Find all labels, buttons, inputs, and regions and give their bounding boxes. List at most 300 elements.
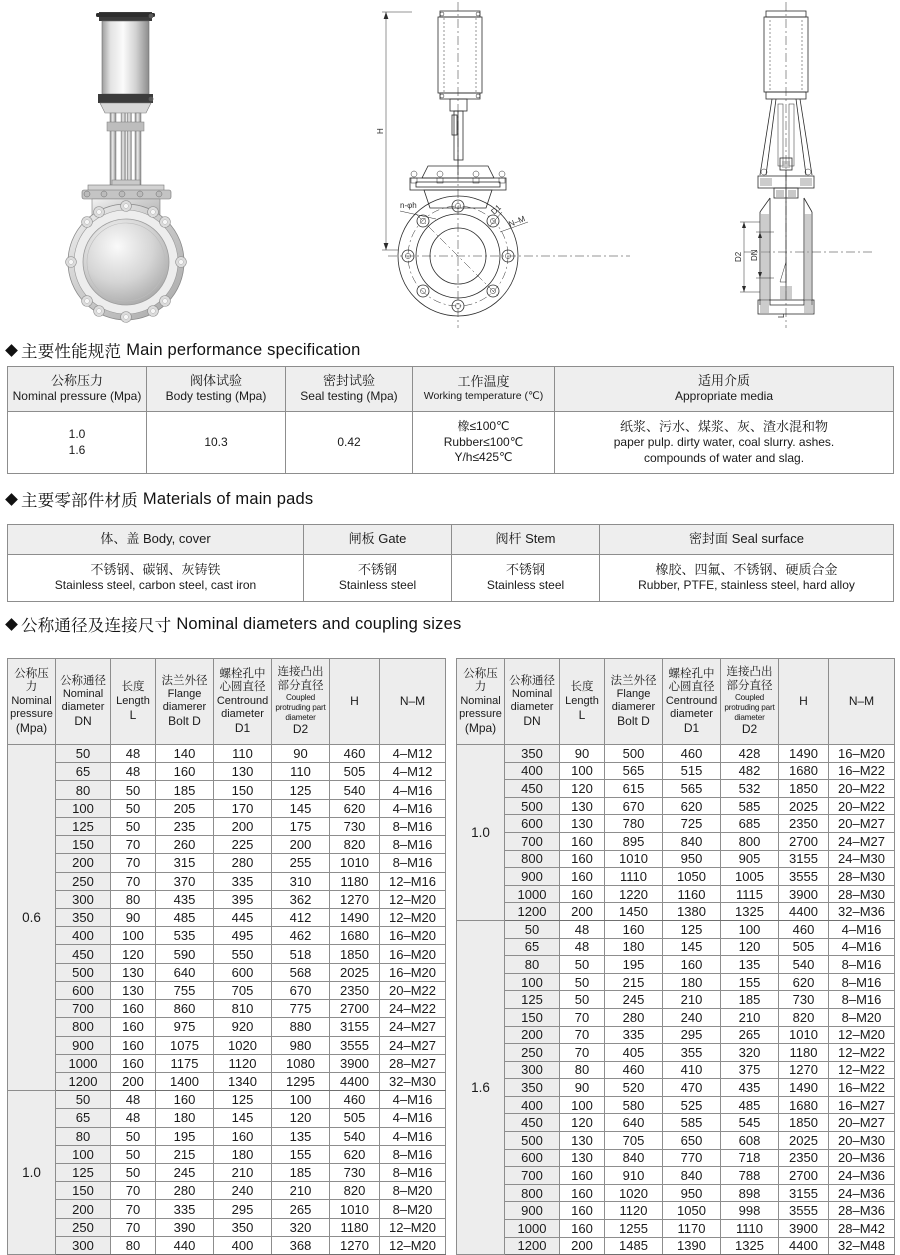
cell-d1: 350 xyxy=(214,1218,272,1236)
cell-dn: 800 xyxy=(56,1018,111,1036)
cell-d: 580 xyxy=(605,1096,663,1114)
cell-length: 70 xyxy=(111,1182,156,1200)
table-row xyxy=(8,1200,446,1218)
cell-d2: 90 xyxy=(272,745,330,763)
cell-d: 780 xyxy=(605,815,663,833)
cell-d2: 200 xyxy=(272,836,330,854)
cell-length: 200 xyxy=(111,1072,156,1090)
cell-h: 1180 xyxy=(330,1218,380,1236)
cell-d2: 1295 xyxy=(272,1072,330,1090)
cell-dn: 50 xyxy=(505,920,560,938)
cell-nm: 8–M16 xyxy=(380,854,446,872)
cell-d1: 125 xyxy=(214,1091,272,1109)
table-header-row xyxy=(8,525,894,555)
cell-dn: 65 xyxy=(56,763,111,781)
cell-d1: 950 xyxy=(663,1184,721,1202)
cell-d1: 280 xyxy=(214,854,272,872)
cell-length: 130 xyxy=(111,963,156,981)
cell-d2: 310 xyxy=(272,872,330,890)
cell-nm: 12–M20 xyxy=(829,1026,895,1044)
dim-col-label-cn: 法兰外径 xyxy=(161,674,208,687)
cell-nm: 4–M16 xyxy=(829,938,895,956)
cell-d: 975 xyxy=(156,1018,214,1036)
cell-d: 705 xyxy=(605,1132,663,1150)
cell-h: 3155 xyxy=(330,1018,380,1036)
cell-d2: 265 xyxy=(721,1026,779,1044)
cell-d1: 920 xyxy=(214,1018,272,1036)
cell-length: 160 xyxy=(560,1202,605,1220)
cell-dn: 125 xyxy=(505,991,560,1009)
dim-col-label-cn: 连接凸出部分直径 xyxy=(277,666,324,692)
cell-nm: 24–M36 xyxy=(829,1167,895,1185)
cell-d: 180 xyxy=(605,938,663,956)
cell-nm: 4–M16 xyxy=(380,1127,446,1145)
dim-col-label-cn: 长度 xyxy=(570,681,594,694)
cell-d2: 775 xyxy=(272,1000,330,1018)
cell-h: 620 xyxy=(330,1145,380,1163)
cell-h: 1490 xyxy=(779,745,829,763)
dim-col-label-cn: 连接凸出部分直径 xyxy=(726,666,773,692)
cell-d: 1485 xyxy=(605,1237,663,1255)
cell-h: 2025 xyxy=(779,1132,829,1150)
materials-table xyxy=(7,524,894,602)
dim-col-symbol: H xyxy=(350,694,359,709)
cell-d2: 568 xyxy=(272,963,330,981)
cell-h: 1010 xyxy=(330,1200,380,1218)
cell-length: 48 xyxy=(560,920,605,938)
dim-col-pressure xyxy=(8,659,56,745)
cell-d1: 240 xyxy=(214,1182,272,1200)
cell-d2: 100 xyxy=(272,1091,330,1109)
cell-d: 640 xyxy=(156,963,214,981)
cell-gate-material: 不锈钢 Stainless steel xyxy=(304,554,452,601)
cell-h: 1180 xyxy=(330,872,380,890)
cell-nm: 28–M42 xyxy=(829,1220,895,1238)
cell-d: 1450 xyxy=(605,903,663,921)
table-row xyxy=(8,1000,446,1018)
cell-d1: 1340 xyxy=(214,1072,272,1090)
cell-d2: 718 xyxy=(721,1149,779,1167)
cell-dn: 450 xyxy=(56,945,111,963)
diamond-bullet-icon xyxy=(5,618,18,631)
cell-h: 2700 xyxy=(779,832,829,850)
cell-d1: 770 xyxy=(663,1149,721,1167)
dim-col-label-en: Length xyxy=(565,694,599,707)
cell-dn: 500 xyxy=(505,797,560,815)
table-row xyxy=(8,411,894,473)
table-row xyxy=(8,781,446,799)
table-row xyxy=(8,817,446,835)
cell-d: 280 xyxy=(605,1008,663,1026)
dim-col-d xyxy=(605,659,663,745)
cell-d: 485 xyxy=(156,908,214,926)
cell-h: 2350 xyxy=(779,815,829,833)
cell-length: 70 xyxy=(111,1200,156,1218)
cell-length: 160 xyxy=(560,885,605,903)
cell-d: 160 xyxy=(156,763,214,781)
dim-col-symbol: Bolt D xyxy=(617,714,650,729)
dim-col-d1 xyxy=(663,659,721,745)
cell-stem-material: 不锈钢 Stainless steel xyxy=(452,554,600,601)
cell-d2: 362 xyxy=(272,890,330,908)
cell-nm: 24–M27 xyxy=(380,1018,446,1036)
dim-col-label-en: Coupled protruding part diameter xyxy=(275,693,326,722)
cell-h: 820 xyxy=(779,1008,829,1026)
cell-length: 50 xyxy=(111,1164,156,1182)
table-row xyxy=(457,1114,895,1132)
col-gate: 闸板 Gate xyxy=(304,525,452,555)
cell-h: 1270 xyxy=(330,1236,380,1254)
cell-dn: 80 xyxy=(505,956,560,974)
table-row xyxy=(457,1079,895,1097)
cell-dn: 900 xyxy=(505,1202,560,1220)
cell-h: 505 xyxy=(330,763,380,781)
table-row xyxy=(8,1036,446,1054)
cell-d: 370 xyxy=(156,872,214,890)
cell-dn: 200 xyxy=(56,1200,111,1218)
dim-col-d2 xyxy=(721,659,779,745)
cell-length: 160 xyxy=(560,832,605,850)
cell-d2: 1325 xyxy=(721,903,779,921)
cell-length: 130 xyxy=(111,981,156,999)
cell-dn: 1000 xyxy=(505,1220,560,1238)
cell-seal-surface-material: 橡胶、四氟、不锈钢、硬质合金 Rubber, PTFE, stainless steel, hard alloy xyxy=(600,554,894,601)
cell-d1: 725 xyxy=(663,815,721,833)
cell-dn: 400 xyxy=(56,927,111,945)
cell-nm: 28–M27 xyxy=(380,1054,446,1072)
cell-nm: 12–M20 xyxy=(380,1236,446,1254)
cell-nm: 4–M12 xyxy=(380,763,446,781)
cell-d2: 585 xyxy=(721,797,779,815)
table-row xyxy=(8,1218,446,1236)
cell-h: 2700 xyxy=(779,1167,829,1185)
cell-dn: 50 xyxy=(56,1091,111,1109)
cell-d1: 210 xyxy=(663,991,721,1009)
cell-pressure-group: 1.0 xyxy=(457,745,505,921)
cell-nm: 24–M27 xyxy=(829,832,895,850)
cell-nm: 20–M27 xyxy=(829,815,895,833)
cell-nm: 20–M30 xyxy=(829,1132,895,1150)
table-row xyxy=(457,1008,895,1026)
cell-nm: 4–M16 xyxy=(380,781,446,799)
cell-pressure-group: 1.6 xyxy=(457,920,505,1254)
cell-length: 90 xyxy=(560,745,605,763)
materials-heading-cn: 主要零部件材质 xyxy=(21,492,138,510)
cell-d2: 485 xyxy=(721,1096,779,1114)
cell-dn: 65 xyxy=(56,1109,111,1127)
cell-d2: 1110 xyxy=(721,1220,779,1238)
cell-dn: 200 xyxy=(505,1026,560,1044)
cell-length: 100 xyxy=(560,762,605,780)
cell-dn: 65 xyxy=(505,938,560,956)
cell-length: 160 xyxy=(560,1220,605,1238)
cell-h: 1180 xyxy=(779,1044,829,1062)
cell-h: 730 xyxy=(330,1164,380,1182)
cell-d: 260 xyxy=(156,836,214,854)
section-view-drawing xyxy=(700,0,900,330)
dim-col-label-en: Centround diameter xyxy=(665,695,718,720)
cell-h: 1490 xyxy=(779,1079,829,1097)
cell-nm: 8–M16 xyxy=(829,973,895,991)
cell-d: 910 xyxy=(605,1167,663,1185)
cell-dn: 400 xyxy=(505,1096,560,1114)
table-row xyxy=(8,1054,446,1072)
cell-d1: 410 xyxy=(663,1061,721,1079)
cell-d1: 525 xyxy=(663,1096,721,1114)
pneumatic-knife-gate-valve-photo xyxy=(60,0,310,330)
dimensions-table-right xyxy=(456,658,895,1255)
table-row xyxy=(457,832,895,850)
cell-length: 50 xyxy=(560,991,605,1009)
cell-length: 80 xyxy=(111,1236,156,1254)
cell-d1: 130 xyxy=(214,763,272,781)
cell-d2: 120 xyxy=(721,938,779,956)
cell-d2: 175 xyxy=(272,817,330,835)
cell-d1: 210 xyxy=(214,1164,272,1182)
cell-h: 3900 xyxy=(779,885,829,903)
cell-nm: 8–M16 xyxy=(380,1145,446,1163)
cell-dn: 200 xyxy=(56,854,111,872)
cell-dn: 350 xyxy=(505,745,560,763)
cell-d: 670 xyxy=(605,797,663,815)
cell-h: 1850 xyxy=(779,780,829,798)
table-row xyxy=(457,850,895,868)
col-seal-surface: 密封面 Seal surface xyxy=(600,525,894,555)
table-row xyxy=(457,815,895,833)
dim-col-nm xyxy=(829,659,895,745)
dim-col-label-cn: 公称通径 xyxy=(60,674,106,687)
dim-col-label-en: Nominal diameter xyxy=(61,688,105,714)
table-row xyxy=(8,872,446,890)
cell-length: 50 xyxy=(111,781,156,799)
table-header-row xyxy=(8,367,894,412)
table-row xyxy=(457,1044,895,1062)
cell-d: 640 xyxy=(605,1114,663,1132)
cell-h: 4400 xyxy=(779,1237,829,1255)
cell-d2: 998 xyxy=(721,1202,779,1220)
cell-pressure-group: 0.6 xyxy=(8,745,56,1091)
cell-nm: 12–M16 xyxy=(380,872,446,890)
cell-dn: 250 xyxy=(56,1218,111,1236)
cell-d1: 565 xyxy=(663,780,721,798)
dim-col-symbol: (Mpa) xyxy=(15,720,48,735)
cell-h: 3555 xyxy=(330,1036,380,1054)
table-row xyxy=(457,920,895,938)
cell-nm: 28–M30 xyxy=(829,885,895,903)
cell-h: 1680 xyxy=(779,1096,829,1114)
cell-d2: 412 xyxy=(272,908,330,926)
dim-label-n-phi-h: n-φh xyxy=(400,201,417,210)
dim-col-d xyxy=(156,659,214,745)
cell-d1: 1050 xyxy=(663,1202,721,1220)
cell-d2: 100 xyxy=(721,920,779,938)
cell-d1: 950 xyxy=(663,850,721,868)
cell-dn: 100 xyxy=(56,799,111,817)
dim-col-symbol: D1 xyxy=(234,720,251,735)
cell-nm: 24–M36 xyxy=(829,1184,895,1202)
cell-length: 120 xyxy=(560,780,605,798)
cell-dn: 1200 xyxy=(505,903,560,921)
cell-d1: 1120 xyxy=(214,1054,272,1072)
cell-dn: 350 xyxy=(505,1079,560,1097)
cell-d: 205 xyxy=(156,799,214,817)
cell-body-testing: 10.3 xyxy=(147,411,286,473)
cell-d: 840 xyxy=(605,1149,663,1167)
cell-nm: 8–M16 xyxy=(380,836,446,854)
dim-col-label-cn: 法兰外径 xyxy=(610,674,657,687)
cell-nm: 4–M16 xyxy=(380,799,446,817)
dim-col-symbol: D2 xyxy=(292,722,309,737)
cell-nm: 20–M22 xyxy=(829,780,895,798)
col-working-temperature: 工作温度 Working temperature (℃) xyxy=(413,367,555,412)
diamond-bullet-icon xyxy=(5,493,18,506)
dim-label-DN: DN xyxy=(750,249,759,261)
dim-col-symbol: N–M xyxy=(848,694,875,709)
cell-d1: 240 xyxy=(663,1008,721,1026)
cell-h: 2350 xyxy=(779,1149,829,1167)
dim-col-nm xyxy=(380,659,446,745)
cell-d1: 400 xyxy=(214,1236,272,1254)
cell-h: 460 xyxy=(779,920,829,938)
cell-d: 140 xyxy=(156,745,214,763)
cell-d2: 428 xyxy=(721,745,779,763)
table-row xyxy=(8,981,446,999)
table-row xyxy=(457,1149,895,1167)
cell-h: 2700 xyxy=(330,1000,380,1018)
cell-nm: 8–M20 xyxy=(829,1008,895,1026)
cell-dn: 150 xyxy=(56,836,111,854)
cell-dn: 350 xyxy=(56,908,111,926)
table-row xyxy=(8,1164,446,1182)
cell-h: 3555 xyxy=(779,1202,829,1220)
cell-d1: 600 xyxy=(214,963,272,981)
cell-d1: 355 xyxy=(663,1044,721,1062)
cell-dn: 300 xyxy=(56,1236,111,1254)
cell-length: 130 xyxy=(560,797,605,815)
cell-nm: 12–M20 xyxy=(380,890,446,908)
dim-col-label-cn: 螺栓孔中心圆直径 xyxy=(219,667,266,694)
cell-nm: 12–M20 xyxy=(380,1218,446,1236)
cell-length: 70 xyxy=(111,854,156,872)
cell-h: 1010 xyxy=(330,854,380,872)
cell-length: 48 xyxy=(560,938,605,956)
cell-d1: 150 xyxy=(214,781,272,799)
cell-nm: 4–M16 xyxy=(829,920,895,938)
cell-length: 50 xyxy=(560,973,605,991)
cell-nm: 24–M27 xyxy=(380,1036,446,1054)
cell-d1: 705 xyxy=(214,981,272,999)
cell-d: 615 xyxy=(605,780,663,798)
cell-d2: 800 xyxy=(721,832,779,850)
cell-h: 2025 xyxy=(330,963,380,981)
cell-d1: 585 xyxy=(663,1114,721,1132)
cell-d: 460 xyxy=(605,1061,663,1079)
dim-col-label-cn: 公称压力 xyxy=(463,667,498,694)
cell-h: 1010 xyxy=(779,1026,829,1044)
dim-label-D2: D2 xyxy=(734,251,743,262)
cell-d: 185 xyxy=(156,781,214,799)
cell-dn: 600 xyxy=(505,815,560,833)
cell-h: 460 xyxy=(330,1091,380,1109)
col-stem: 阀杆 Stem xyxy=(452,525,600,555)
cell-d2: 880 xyxy=(272,1018,330,1036)
table-row xyxy=(457,991,895,1009)
cell-nm: 12–M20 xyxy=(380,908,446,926)
cell-nm: 8–M16 xyxy=(380,1164,446,1182)
table-row xyxy=(457,780,895,798)
cell-d1: 1380 xyxy=(663,903,721,921)
cell-d1: 1020 xyxy=(214,1036,272,1054)
cell-length: 90 xyxy=(111,908,156,926)
cell-dn: 700 xyxy=(505,1167,560,1185)
table-row xyxy=(457,1061,895,1079)
cell-appropriate-media: 纸浆、污水、煤浆、灰、渣水混和物 paper pulp. dirty water, coal slurry. ashes. compounds of water and slag. xyxy=(555,411,894,473)
table-row xyxy=(8,908,446,926)
cell-d: 590 xyxy=(156,945,214,963)
table-row xyxy=(457,1220,895,1238)
cell-d: 1120 xyxy=(605,1202,663,1220)
cell-d2: 145 xyxy=(272,799,330,817)
dim-col-symbol: N–M xyxy=(399,694,426,709)
cell-d1: 295 xyxy=(214,1200,272,1218)
cell-h: 1850 xyxy=(330,945,380,963)
cell-d1: 445 xyxy=(214,908,272,926)
cell-nm: 20–M22 xyxy=(829,797,895,815)
cell-d: 1220 xyxy=(605,885,663,903)
cell-h: 460 xyxy=(330,745,380,763)
cell-d1: 295 xyxy=(663,1026,721,1044)
table-row xyxy=(8,854,446,872)
cell-d: 440 xyxy=(156,1236,214,1254)
cell-h: 1270 xyxy=(330,890,380,908)
dim-col-label-cn: 长度 xyxy=(121,681,145,694)
cell-h: 1680 xyxy=(779,762,829,780)
dim-label-L: L xyxy=(777,313,786,318)
cell-d2: 1005 xyxy=(721,868,779,886)
cell-d2: 255 xyxy=(272,854,330,872)
cell-d: 390 xyxy=(156,1218,214,1236)
performance-heading-cn: 主要性能规范 xyxy=(21,343,122,361)
cell-d: 245 xyxy=(605,991,663,1009)
cell-nm: 20–M22 xyxy=(380,981,446,999)
col-body-cover: 体、盖 Body, cover xyxy=(8,525,304,555)
cell-nm: 20–M36 xyxy=(829,1149,895,1167)
cell-d2: 1080 xyxy=(272,1054,330,1072)
cell-nm: 12–M22 xyxy=(829,1044,895,1062)
cell-dn: 600 xyxy=(505,1149,560,1167)
cell-seal-testing: 0.42 xyxy=(286,411,413,473)
table-row xyxy=(8,745,446,763)
materials-heading-en: Materials of main pads xyxy=(142,489,314,508)
cell-nm: 24–M30 xyxy=(829,850,895,868)
table-row xyxy=(457,885,895,903)
col-nominal-pressure: 公称压力 Nominal pressure (Mpa) xyxy=(8,367,147,412)
dim-col-symbol: L xyxy=(129,707,137,722)
table-row xyxy=(8,1145,446,1163)
cell-d1: 495 xyxy=(214,927,272,945)
cell-dn: 450 xyxy=(505,780,560,798)
cell-d2: 1325 xyxy=(721,1237,779,1255)
dim-col-symbol: DN xyxy=(523,714,541,729)
cell-d1: 200 xyxy=(214,817,272,835)
cell-length: 100 xyxy=(111,927,156,945)
table-row xyxy=(457,1202,895,1220)
cell-d1: 395 xyxy=(214,890,272,908)
cell-d1: 180 xyxy=(663,973,721,991)
cell-d2: 685 xyxy=(721,815,779,833)
cell-length: 160 xyxy=(111,1000,156,1018)
table-header-row xyxy=(8,659,446,745)
